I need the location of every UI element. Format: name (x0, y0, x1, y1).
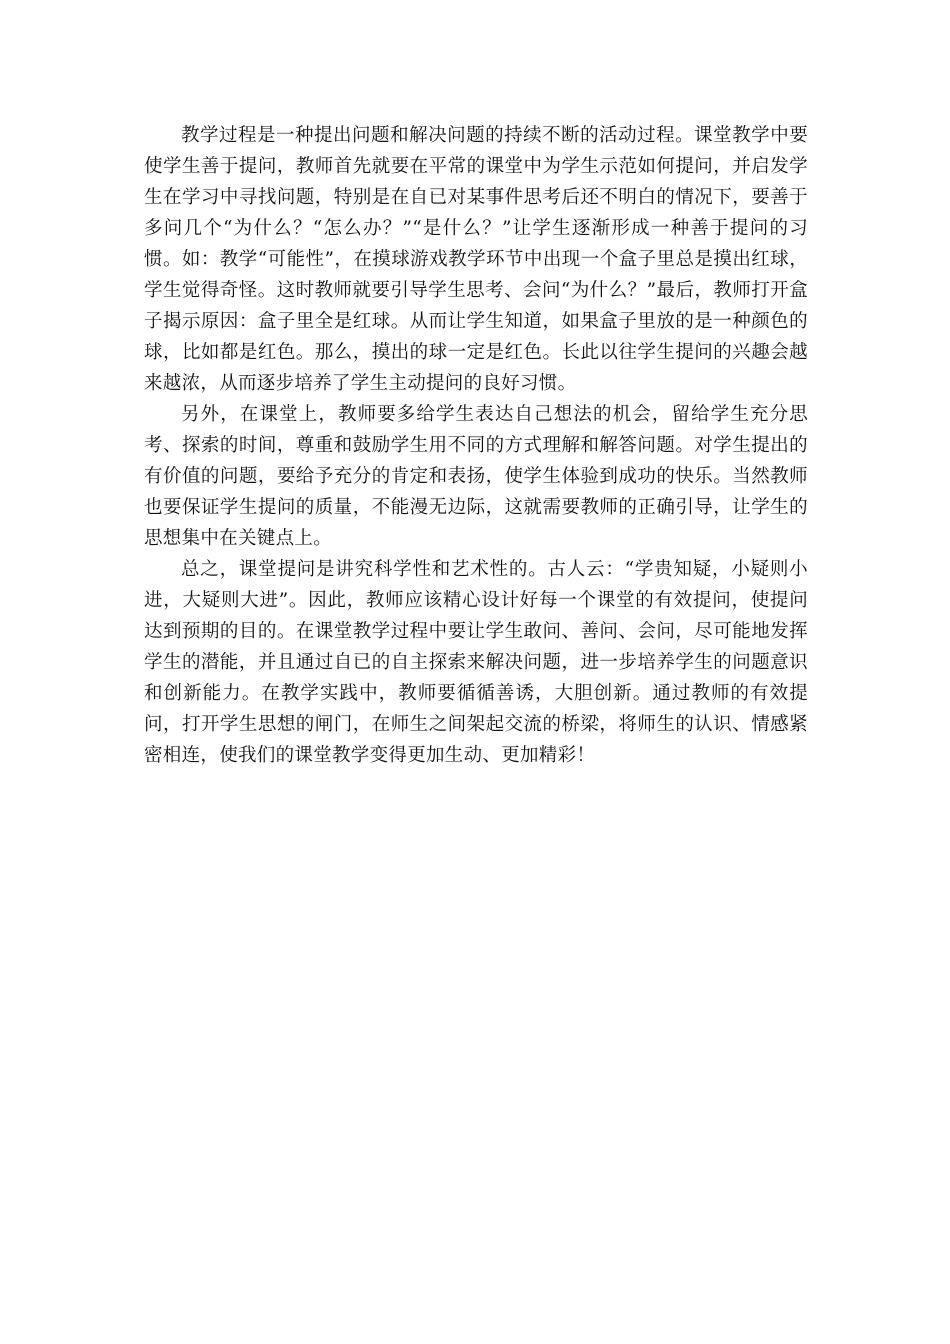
paragraph-conclusion: 总之，课堂提问是讲究科学性和艺术性的。古人云：“学贵知疑，小疑则小进，大疑则大进”。因此，教师应该精心设计好每一个课堂的有效提问，使提问达到预期的目的。在课堂教学过程中要让学生敢问、善问、会问，尽可能地发挥学生的潜能，并且通过自已的自主探索来解决问题，进一步培养学生的问题意识和创新能力。在教学实践中，教师要循循善诱，大胆创新。通过教师的有效提问，打开学生思想的闸门，在师生之间架起交流的桥梁，将师生的认识、情感紧密相连，使我们的课堂教学变得更加生动、更加精彩！ (144, 559, 808, 766)
paragraph-teaching-process: 教学过程是一种提出问题和解决问题的持续不断的活动过程。课堂教学中要使学生善于提问，教师首先就要在平常的课堂中为学生示范如何提问，并启发学生在学习中寻找问题，特别是在自已对某事件思考后还不明白的情况下，要善于多问几个“为什么？“怎么办？”“是什么？”让学生逐渐形成一种善于提问的习惯。如：教学“可能性”，在摸球游戏教学环节中出现一个盒子里总是摸出红球，学生觉得奇怪。这时教师就要引导学生思考、会问“为什么？”最后，教师打开盒子揭示原因：盒子里全是红球。从而让学生知道，如果盒子里放的是一种颜色的球，比如都是红色。那么，摸出的球一定是红色。长此以往学生提问的兴趣会越来越浓，从而逐步培养了学生主动提问的良好习惯。 (144, 125, 808, 394)
document-page (144, 120, 808, 771)
paragraph-classroom-expression: 另外，在课堂上，教师要多给学生表达自己想法的机会，留给学生充分思考、探索的时间，尊重和鼓励学生用不同的方式理解和解答问题。对学生提出的有价值的问题，要给予充分的肯定和表扬，使学生体验到成功的快乐。当然教师也要保证学生提问的质量，不能漫无边际，这就需要教师的正确引导，让学生的思想集中在关键点上。 (144, 404, 808, 549)
